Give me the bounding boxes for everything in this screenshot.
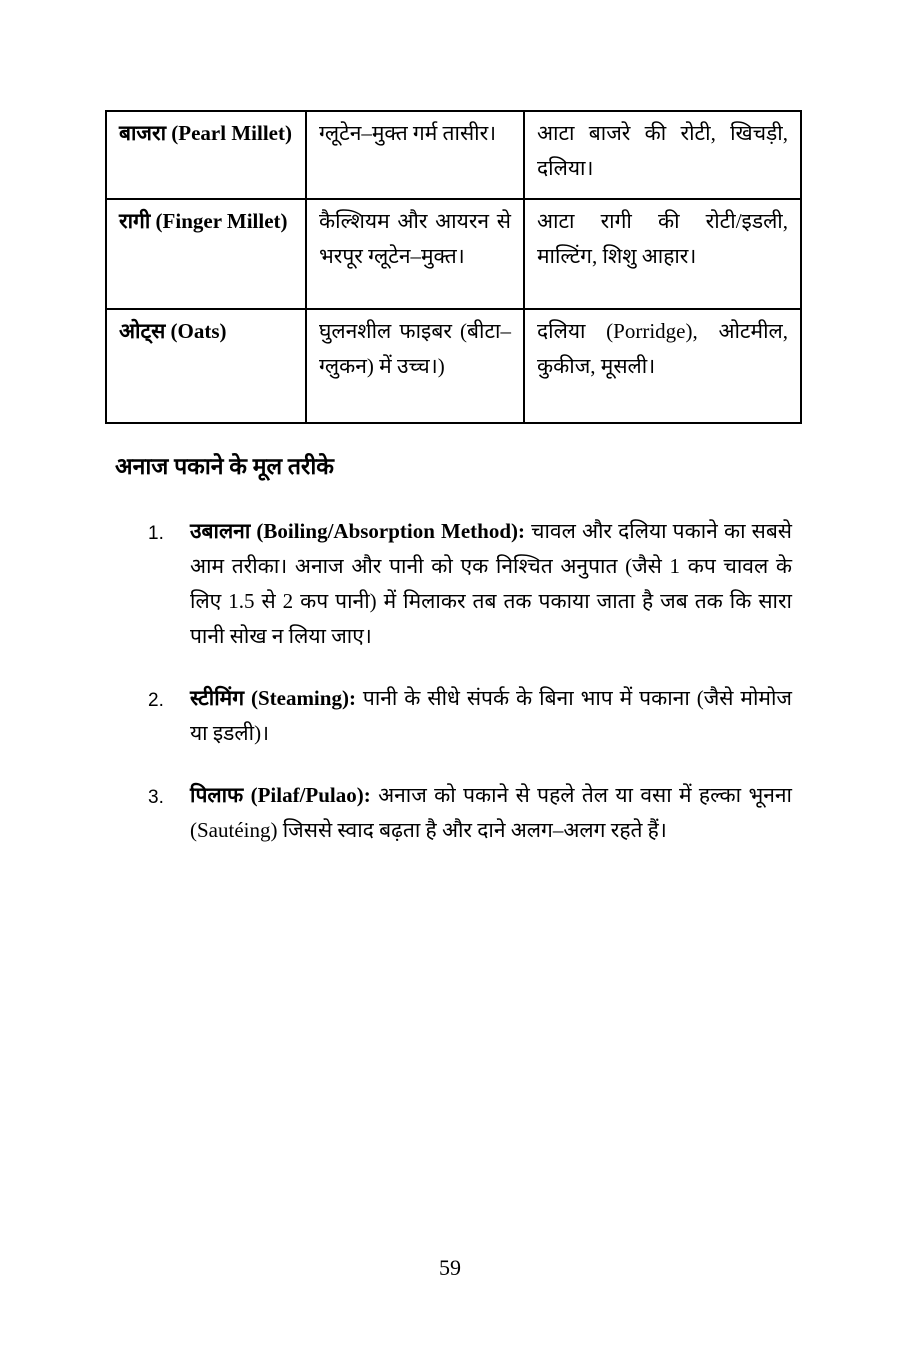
- grain-uses-cell: आटा रागी की रोटी/इडली, माल्टिंग, शिशु आहार।: [524, 199, 801, 309]
- list-item-lead: उबालना (Boiling/Absorption Method):: [190, 519, 526, 543]
- list-item-lead: स्टीमिंग (Steaming):: [190, 686, 356, 710]
- list-item-text: [190, 681, 792, 751]
- list-item: [148, 514, 792, 654]
- grain-name-cell: बाजरा (Pearl Millet): [106, 111, 306, 199]
- list-item-number: 2.: [148, 690, 164, 711]
- grain-uses-cell: आटा बाजरे की रोटी, खिचड़ी, दलिया।: [524, 111, 801, 199]
- list-item-lead: पिलाफ (Pilaf/Pulao):: [190, 783, 371, 807]
- list-item-body: अनाज को पकाने से पहले तेल या वसा में हल्का भूनना (Sautéing) जिससे स्वाद बढ़ता है और दाने अलग–अलग रहते हैं।: [190, 783, 792, 842]
- list-item-number: 1.: [148, 523, 164, 544]
- section-heading: अनाज पकाने के मूल तरीके: [115, 454, 334, 479]
- grain-property-cell: ग्लूटेन–मुक्त गर्म तासीर।: [306, 111, 524, 199]
- grain-property-cell: घुलनशील फाइबर (बीटा–ग्लुकन) में उच्च।): [306, 309, 524, 423]
- table-row: [106, 111, 801, 199]
- grain-property-cell: कैल्शियम और आयरन से भरपूर ग्लूटेन–मुक्त।: [306, 199, 524, 309]
- list-item: [148, 681, 792, 751]
- page-number: 59: [439, 1255, 461, 1280]
- list-item-text: [190, 778, 792, 848]
- list-item-body: चावल और दलिया पकाने का सबसे आम तरीका। अनाज और पानी को एक निश्चित अनुपात (जैसे 1 कप चावल के लिए 1.5 से 2 कप पानी) में मिलाकर तब तक पकाया जाता है जब तक कि सारा पानी सोख न लिया जाए।: [190, 519, 793, 648]
- table-row: [106, 199, 801, 309]
- list-item: [148, 778, 792, 848]
- grain-table: [105, 110, 802, 424]
- grain-name-cell: ओट्स (Oats): [106, 309, 306, 423]
- list-item-number: 3.: [148, 787, 164, 808]
- list-item-body: पानी के सीधे संपर्क के बिना भाप में पकाना (जैसे मोमोज या इडली)।: [190, 686, 792, 745]
- grain-uses-cell: दलिया (Porridge), ओटमील, कुकीज, मूसली।: [524, 309, 801, 423]
- grain-name-cell: रागी (Finger Millet): [106, 199, 306, 309]
- table-row: [106, 309, 801, 423]
- list-item-text: [190, 514, 792, 654]
- cooking-methods-list: [148, 514, 792, 875]
